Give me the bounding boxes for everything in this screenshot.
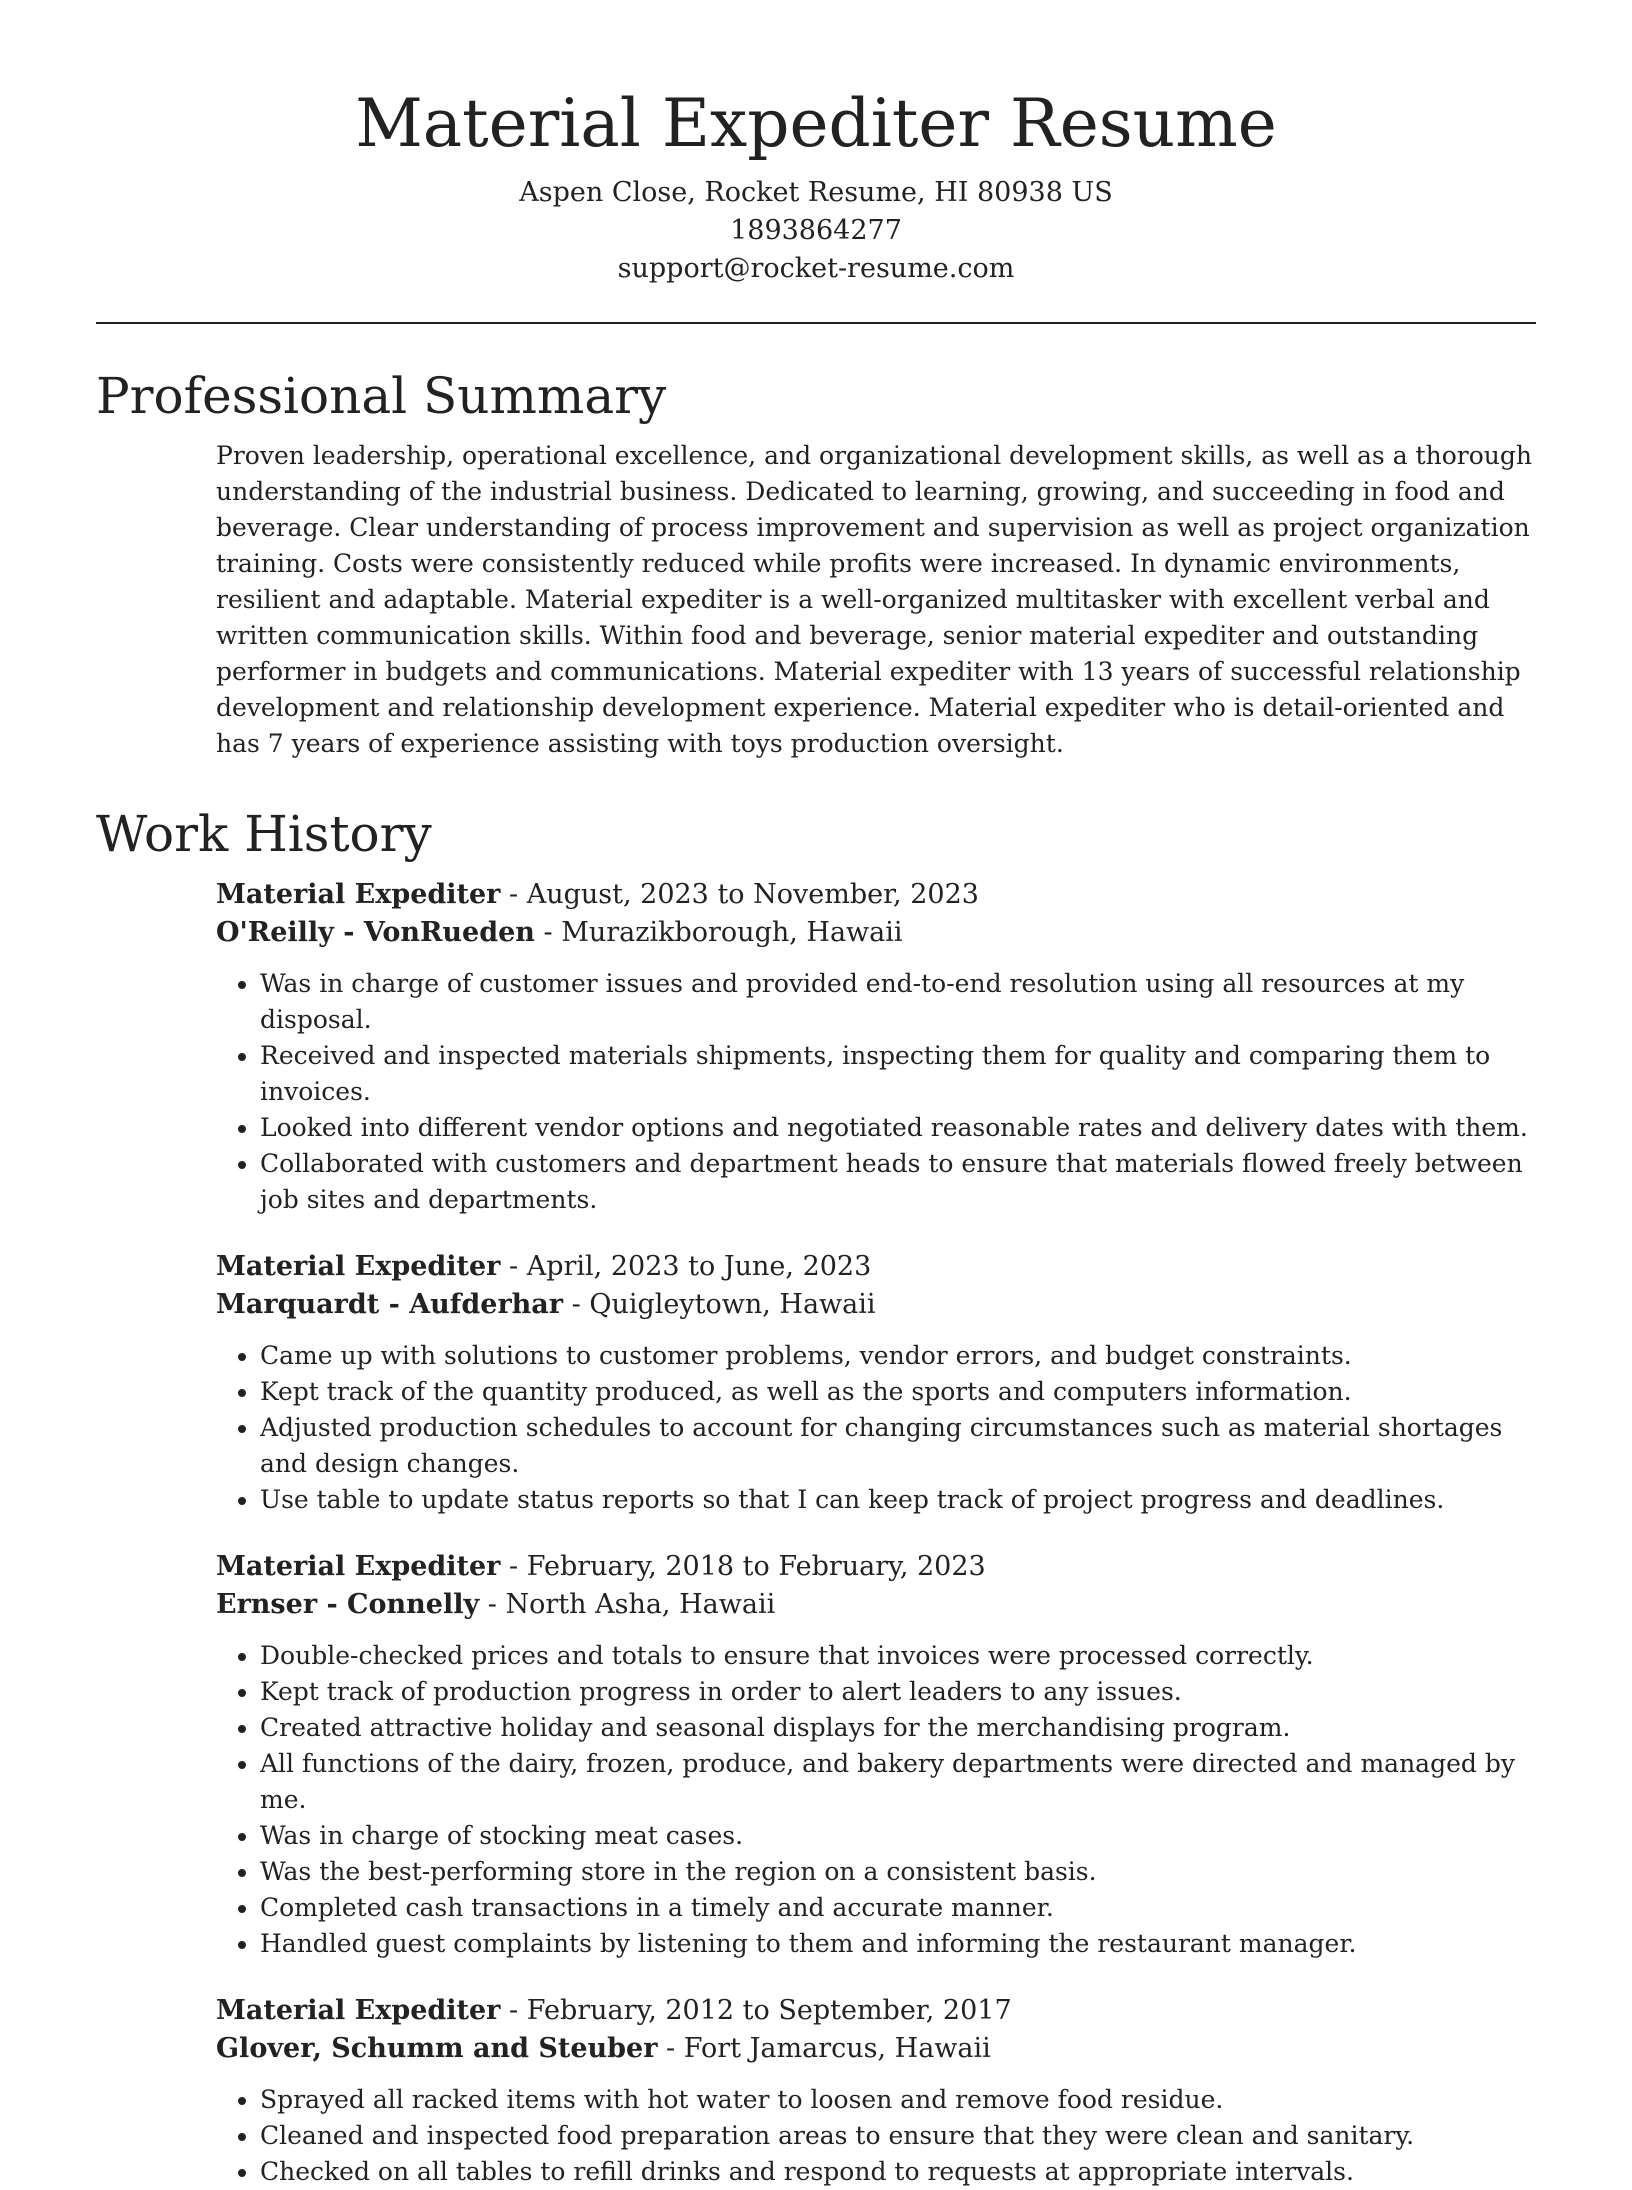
resume-title: Material Expediter Resume — [355, 85, 1277, 162]
job-company: Marquardt - Aufderhar — [216, 1289, 564, 1320]
job-title-line: Material Expediter - February, 2012 to September, 2017 — [216, 1995, 1012, 2026]
contact-address: Aspen Close, Rocket Resume, HI 80938 US — [519, 177, 1113, 208]
job-bullet: • Kept track of production progress in order to alert leaders to any issues. — [260, 1674, 1536, 1710]
header-divider — [96, 322, 1536, 324]
job-dates: April, 2023 to June, 2023 — [526, 1251, 872, 1282]
job-company-line: Glover, Schumm and Steuber - Fort Jamarcus, Hawaii — [216, 2033, 991, 2064]
job-role: Material Expediter — [216, 1995, 501, 2026]
work-history-heading: Work History — [96, 805, 432, 863]
job-bullet: • Cleaned and inspected food preparation areas to ensure that they were clean and sanitary. — [260, 2118, 1536, 2154]
job-entry — [216, 1248, 1536, 1518]
job-bullet: • Completed cash transactions in a timely and accurate manner. — [260, 1890, 1536, 1926]
job-bullet: • Use table to update status reports so that I can keep track of project progress and deadlines. — [260, 1482, 1536, 1518]
job-company-line: O'Reilly - VonRueden - Murazikborough, Hawaii — [216, 917, 903, 948]
summary-section — [216, 438, 1536, 762]
job-company-line: Marquardt - Aufderhar - Quigleytown, Hawaii — [216, 1289, 876, 1320]
contact-phone: 1893864277 — [730, 215, 902, 246]
job-role: Material Expediter — [216, 1551, 501, 1582]
summary-text: Proven leadership, operational excellence, and organizational development skills, as well as a thorough understanding of the industrial business. Dedicated to learning, growing, and succeeding in food and beverage. Clear understanding of process improvement and supervision as well as project organization training. Costs were consistently reduced while profits were increased. In dynamic environments, resilient and adaptable. Material expediter is a well-organized multitasker with excellent verbal and written communication skills. Within food and beverage, senior material expediter and outstanding performer in budgets and communications. Material expediter with 13 years of successful relationship development and relationship development experience. Material expediter who is detail-oriented and has 7 years of experience assisting with toys production oversight. — [216, 441, 1532, 758]
job-company: O'Reilly - VonRueden — [216, 917, 535, 948]
job-bullet: • Was in charge of customer issues and provided end-to-end resolution using all resources at my disposal. — [260, 966, 1536, 1038]
contact-email: support@rocket-resume.com — [617, 253, 1015, 284]
job-company: Ernser - Connelly — [216, 1589, 480, 1620]
job-bullet: • Came up with solutions to customer problems, vendor errors, and budget constraints. — [260, 1338, 1536, 1374]
job-bullet: • Double-checked prices and totals to ensure that invoices were processed correctly. — [260, 1638, 1536, 1674]
job-dates: February, 2012 to September, 2017 — [526, 1995, 1012, 2026]
job-bullet: • Looked into different vendor options and negotiated reasonable rates and delivery dates with them. — [260, 1110, 1536, 1146]
resume-header — [96, 80, 1536, 288]
job-title-line: Material Expediter - February, 2018 to February, 2023 — [216, 1551, 986, 1582]
job-bullet: • Sprayed all racked items with hot water to loosen and remove food residue. — [260, 2082, 1536, 2118]
job-bullet: • Checked on all tables to refill drinks and respond to requests at appropriate intervals. — [260, 2154, 1536, 2190]
job-entry — [216, 1992, 1536, 2190]
job-role: Material Expediter — [216, 879, 501, 910]
job-entry — [216, 1548, 1536, 1962]
job-bullet: • Was the best-performing store in the region on a consistent basis. — [260, 1854, 1536, 1890]
contact-info — [96, 174, 1536, 288]
job-location: Fort Jamarcus, Hawaii — [683, 2033, 991, 2064]
summary-heading: Professional Summary — [96, 367, 667, 425]
work-history-section — [216, 876, 1536, 2190]
job-location: North Asha, Hawaii — [505, 1589, 776, 1620]
job-bullets — [216, 966, 1536, 1218]
job-bullet: • Kept track of the quantity produced, as well as the sports and computers information. — [260, 1374, 1536, 1410]
job-title-line: Material Expediter - August, 2023 to November, 2023 — [216, 879, 979, 910]
job-bullet: • All functions of the dairy, frozen, produce, and bakery departments were directed and managed by me. — [260, 1746, 1536, 1818]
job-dates: August, 2023 to November, 2023 — [526, 879, 979, 910]
job-company-line: Ernser - Connelly - North Asha, Hawaii — [216, 1589, 776, 1620]
job-bullets — [216, 1638, 1536, 1962]
job-entry — [216, 876, 1536, 1218]
job-bullet: • Adjusted production schedules to account for changing circumstances such as material shortages and design changes. — [260, 1410, 1536, 1482]
job-bullets — [216, 2082, 1536, 2190]
job-bullet: • Handled guest complaints by listening to them and informing the restaurant manager. — [260, 1926, 1536, 1962]
job-role: Material Expediter — [216, 1251, 501, 1282]
job-title-line: Material Expediter - April, 2023 to June, 2023 — [216, 1251, 872, 1282]
job-bullet: • Created attractive holiday and seasonal displays for the merchandising program. — [260, 1710, 1536, 1746]
job-location: Quigleytown, Hawaii — [589, 1289, 876, 1320]
job-bullet: • Was in charge of stocking meat cases. — [260, 1818, 1536, 1854]
job-location: Murazikborough, Hawaii — [561, 917, 903, 948]
job-dates: February, 2018 to February, 2023 — [526, 1551, 986, 1582]
job-bullet: • Collaborated with customers and department heads to ensure that materials flowed freely between job sites and departments. — [260, 1146, 1536, 1218]
job-bullet: • Received and inspected materials shipments, inspecting them for quality and comparing them to invoices. — [260, 1038, 1536, 1110]
job-bullets — [216, 1338, 1536, 1518]
job-company: Glover, Schumm and Steuber — [216, 2033, 658, 2064]
